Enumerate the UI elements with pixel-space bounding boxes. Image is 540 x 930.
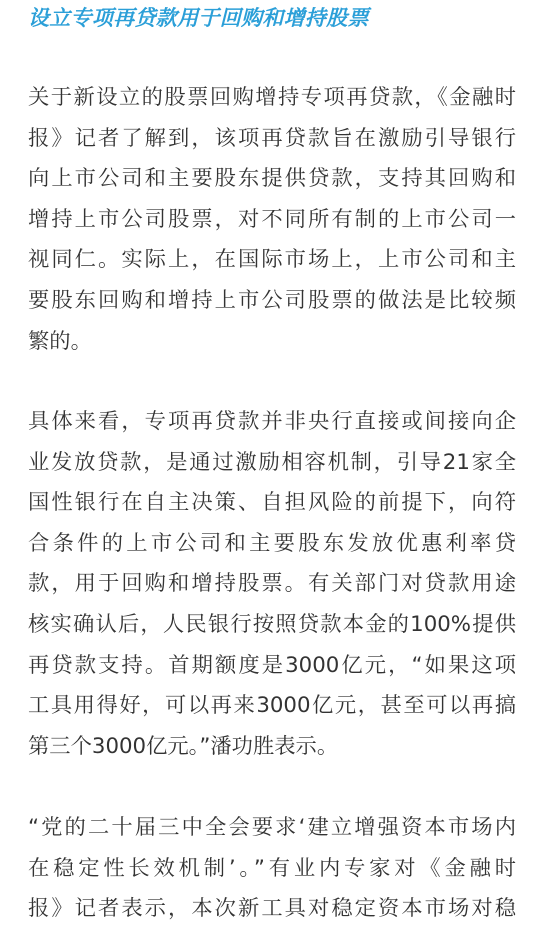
text-line: 在稳定性长效机制’。”有业内专家对《金融时 — [28, 855, 516, 881]
text-line: 工具用得好，可以再来3000亿元，甚至可以再搞 — [28, 693, 516, 719]
paragraph-2 — [28, 402, 516, 767]
text-line: 核实确认后，人民银行按照贷款本金的100%提供 — [28, 611, 516, 637]
section-heading: 设立专项再贷款用于回购和增持股票 — [28, 6, 369, 30]
text-line: 关于新设立的股票回购增持专项再贷款，《金融时 — [28, 85, 516, 110]
paragraph-3 — [28, 808, 516, 930]
paragraph-1 — [28, 78, 516, 362]
text-line: 款，用于回购和增持股票。有关部门对贷款用途 — [28, 571, 516, 597]
text-line: 繁的。 — [28, 328, 92, 354]
text-line: 第三个3000亿元。”潘功胜表示。 — [28, 733, 339, 759]
text-line: 视同仁。实际上，在国际市场上，上市公司和主 — [28, 247, 516, 273]
text-line: 合条件的上市公司和主要股东发放优惠利率贷 — [28, 530, 516, 556]
text-line: 再贷款支持。首期额度是3000亿元，“如果这项 — [28, 652, 516, 678]
text-line: 增持上市公司股票，对不同所有制的上市公司一 — [28, 206, 516, 232]
text-line: 业发放贷款，是通过激励相容机制，引导21家全 — [28, 449, 516, 475]
text-line: 报》记者了解到，该项再贷款旨在激励引导银行 — [28, 125, 516, 151]
text-line: 具体来看，专项再贷款并非央行直接或间接向企 — [28, 409, 516, 434]
text-line: 报》记者表示，本次新工具对稳定资本市场对稳 — [28, 896, 516, 922]
text-line: 向上市公司和主要股东提供贷款，支持其回购和 — [28, 166, 516, 192]
text-line: 要股东回购和增持上市公司股票的做法是比较频 — [28, 287, 516, 313]
text-line: “党的二十届三中全会要求‘建立增强资本市场内 — [28, 815, 516, 840]
text-line: 国性银行在自主决策、自担风险的前提下，向符 — [28, 490, 516, 516]
